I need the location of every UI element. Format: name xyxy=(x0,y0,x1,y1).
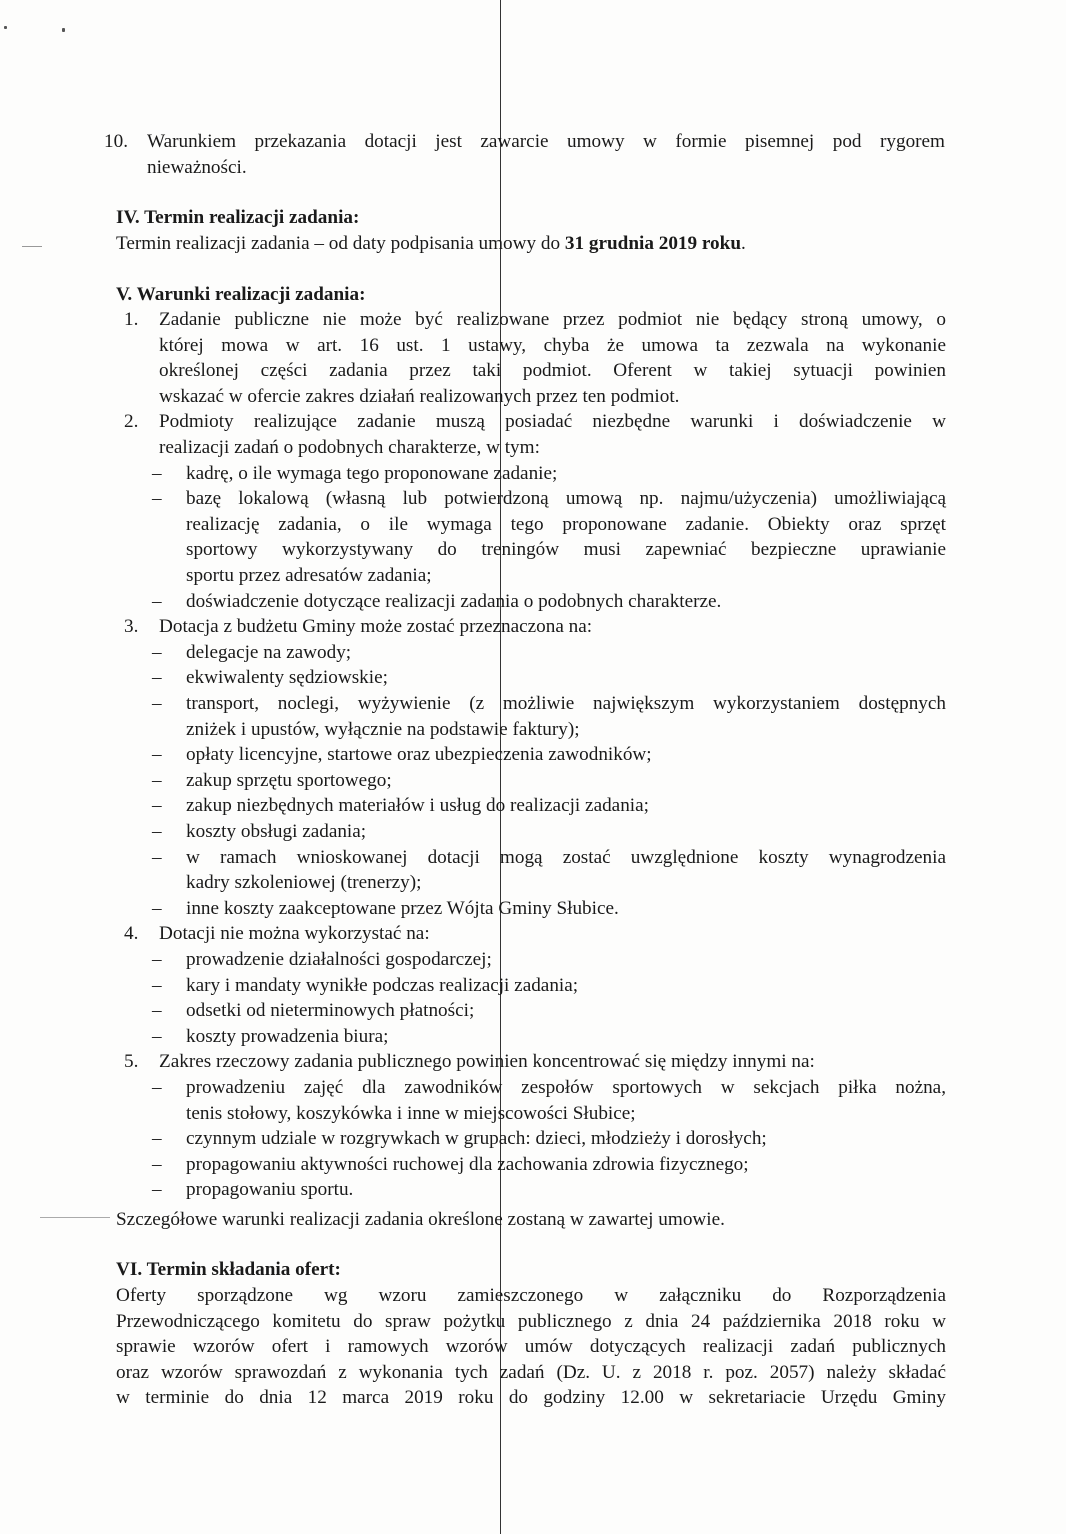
bullet-line: tenis stołowy, koszykówka i inne w miejscowości Słubice; xyxy=(186,1102,636,1124)
section-6-line: sprawie wzorów ofert i ramowych wzorów umów dotyczących realizacji zadań publicznych xyxy=(116,1336,946,1358)
section-4-heading: IV. Termin realizacji zadania: xyxy=(116,207,360,228)
scan-margin-mark xyxy=(22,246,42,247)
bullet-dash: – xyxy=(152,1025,162,1047)
scan-speck xyxy=(62,28,65,32)
bullet-dash: – xyxy=(152,1128,162,1150)
bullet-dash: – xyxy=(152,769,162,791)
paragraph-line: realizacji zadań o podobnych charakterze, w tym: xyxy=(159,437,540,458)
bullet-line: zakup niezbędnych materiałów i usług do realizacji zadania; xyxy=(186,795,649,817)
bullet-line: prowadzenie działalności gospodarczej; xyxy=(186,949,492,970)
bullet-dash: – xyxy=(152,744,162,766)
bullet-line: kadry szkoleniowej (trenerzy); xyxy=(186,872,422,894)
bullet-dash: – xyxy=(152,795,162,817)
bullet-line: prowadzeniu zajęć dla zawodników zespołów sportowych w sekcjach piłka nożna, xyxy=(186,1077,946,1098)
bullet-dash: – xyxy=(152,667,162,689)
bullet-line: zniżek i upustów, wyłącznie na podstawie faktury); xyxy=(186,718,580,740)
section-6-heading: VI. Termin składania ofert: xyxy=(116,1259,341,1280)
paragraph-line: Podmioty realizujące zadanie muszą posiadać niezbędne warunki i doświadczenie w xyxy=(159,411,946,433)
bullet-line: koszty prowadzenia biura; xyxy=(186,1025,389,1047)
bullet-dash: – xyxy=(152,1153,162,1175)
section-5-closing: Szczegółowe warunki realizacji zadania określone zostaną w zawartej umowie. xyxy=(116,1209,725,1230)
bullet-line: czynnym udziale w rozgrywkach w grupach: dzieci, młodzieży i dorosłych; xyxy=(186,1128,767,1150)
bullet-dash: – xyxy=(152,974,162,996)
bullet-line: sportu przez adresatów zadania; xyxy=(186,565,432,586)
paragraph-line: Dotacja z budżetu Gminy może zostać przeznaczona na: xyxy=(159,616,593,638)
scan-speck xyxy=(4,26,7,29)
bullet-line: opłaty licencyjne, startowe oraz ubezpieczenia zawodników; xyxy=(186,744,652,766)
bullet-line: kary i mandaty wynikłe podczas realizacji zadania; xyxy=(186,974,579,996)
section-6-line: Przewodniczącego komitetu do spraw pożytku publicznego z dnia 24 października 2018 roku w xyxy=(116,1310,946,1332)
bullet-line: odsetki od nieterminowych płatności; xyxy=(186,1000,475,1022)
section-5-heading: V. Warunki realizacji zadania: xyxy=(116,284,366,305)
bullet-line: realizację zadania, o ile wymaga tego proponowane zadanie. Obiekty oraz sprzęt xyxy=(186,513,946,535)
bullet-dash: – xyxy=(152,462,162,484)
paragraph-number: 3. xyxy=(124,616,139,638)
bullet-dash: – xyxy=(152,949,162,970)
bullet-dash: – xyxy=(152,590,162,612)
scan-margin-mark xyxy=(40,1217,110,1218)
paragraph-line: której mowa w art. 16 ust. 1 ustawy, chyba że umowa ta zezwala na wykonanie xyxy=(159,334,946,356)
bullet-dash: – xyxy=(152,1000,162,1022)
bullet-line: propagowaniu aktywności ruchowej dla zachowania zdrowia fizycznego; xyxy=(186,1153,749,1175)
section-6-line: oraz wzorów sprawozdań z wykonania tych zadań (Dz. U. z 2018 r. poz. 2057) należy składać xyxy=(116,1361,946,1383)
paragraph-line: wskazać w ofercie zakres działań realizowanych przez ten podmiot. xyxy=(159,385,680,407)
paragraph-number: 4. xyxy=(124,923,139,945)
section-4-text: Termin realizacji zadania – od daty podpisania umowy do 31 grudnia 2019 roku. xyxy=(116,233,746,254)
bullet-line: zakup sprzętu sportowego; xyxy=(186,769,392,791)
paragraph-line: Dotacji nie można wykorzystać na: xyxy=(159,923,430,945)
paragraph-number: 5. xyxy=(124,1051,139,1073)
bullet-line: koszty obsługi zadania; xyxy=(186,821,367,842)
section-6-line: Oferty sporządzone wg wzoru zamieszczonego w załączniku do Rozporządzenia xyxy=(116,1285,946,1306)
bullet-line: transport, noclegi, wyżywienie (z możliwie największym wykorzystaniem dostępnych xyxy=(186,693,946,714)
bullet-line: propagowaniu sportu. xyxy=(186,1179,354,1201)
bullet-dash: – xyxy=(152,1077,162,1098)
item-10-number: 10. xyxy=(104,131,128,152)
item-10-line-2: nieważności. xyxy=(147,157,247,178)
bullet-dash: – xyxy=(152,846,162,868)
bullet-dash: – xyxy=(152,1179,162,1201)
bullet-dash: – xyxy=(152,641,162,663)
bullet-line: bazę lokalową (własną lub potwierdzoną umową np. najmu/użyczenia) umożliwiającą xyxy=(186,488,946,510)
bullet-dash: – xyxy=(152,488,162,510)
bullet-line: doświadczenie dotyczące realizacji zadania o podobnych charakterze. xyxy=(186,590,722,612)
bullet-dash: – xyxy=(152,821,162,842)
bullet-line: sportowy wykorzystywany do treningów musi zapewniać bezpieczne uprawianie xyxy=(186,539,946,561)
item-10-line-1: Warunkiem przekazania dotacji jest zawarcie umowy w formie pisemnej pod rygorem xyxy=(147,131,945,152)
bullet-line: kadrę, o ile wymaga tego proponowane zadanie; xyxy=(186,462,558,484)
paragraph-number: 1. xyxy=(124,309,139,330)
section-6-line: w terminie do dnia 12 marca 2019 roku do godziny 12.00 w sekretariacie Urzędu Gminy xyxy=(116,1387,946,1409)
bullet-dash: – xyxy=(152,693,162,714)
paragraph-line: określonej części zadania przez taki podmiot. Oferent w takiej sytuacji powinien xyxy=(159,360,946,382)
section-4-date: 31 grudnia 2019 roku xyxy=(564,233,741,254)
bullet-line: w ramach wnioskowanej dotacji mogą zostać uwzględnione koszty wynagrodzenia xyxy=(186,846,946,868)
bullet-line: delegacje na zawody; xyxy=(186,641,352,663)
bullet-line: ekwiwalenty sędziowskie; xyxy=(186,667,388,689)
bullet-line: inne koszty zaakceptowane przez Wójta Gminy Słubice. xyxy=(186,897,619,919)
bullet-dash: – xyxy=(152,897,162,919)
paragraph-number: 2. xyxy=(124,411,139,433)
paragraph-line: Zakres rzeczowy zadania publicznego powinien koncentrować się między innymi na: xyxy=(159,1051,815,1073)
paragraph-line: Zadanie publiczne nie może być realizowane przez podmiot nie będący stroną umowy, o xyxy=(159,309,946,330)
